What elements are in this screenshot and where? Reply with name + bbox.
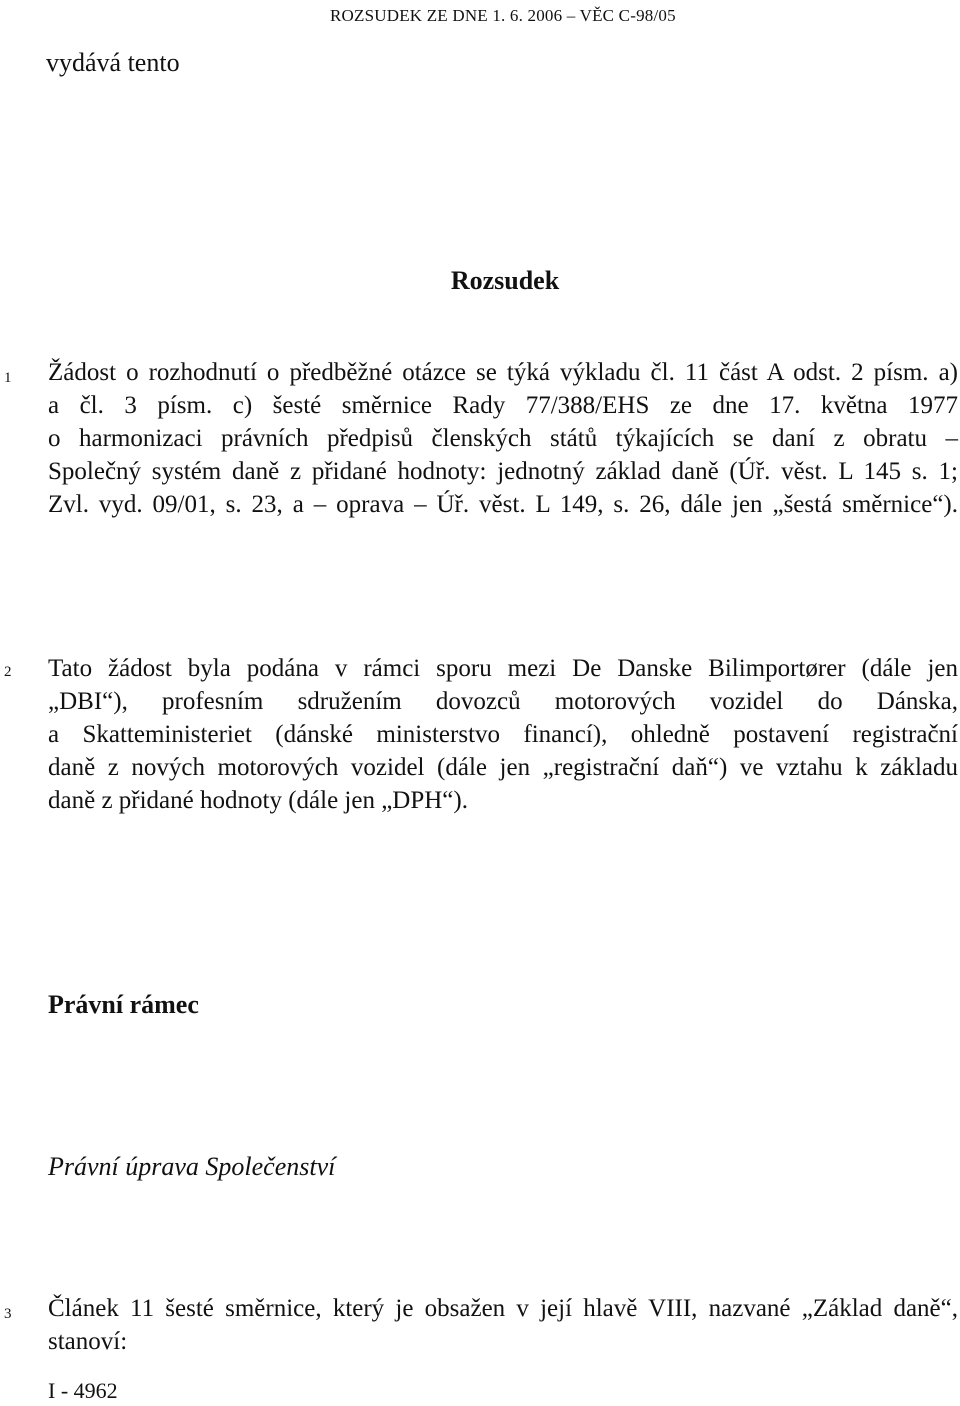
running-header: ROZSUDEK ZE DNE 1. 6. 2006 – VĚC C-98/05	[330, 6, 676, 25]
paragraph-3	[48, 1292, 958, 1358]
intro-text: vydává tento	[46, 48, 180, 77]
subsection-heading: Právní úprava Společenství	[48, 1152, 336, 1181]
document-title: Rozsudek	[450, 266, 560, 295]
paragraph-line: daně z nových motorových vozidel (dále jen „registrační daň“) ve vztahu k základu	[48, 754, 958, 781]
paragraph-number-1: 1	[4, 370, 12, 386]
page-number: I - 4962	[48, 1378, 118, 1403]
paragraph-1	[48, 356, 958, 521]
paragraph-line: Společný systém daně z přidané hodnoty: jednotný základ daně (Úř. věst. L 145 s. 1;	[48, 458, 958, 485]
paragraph-line: „DBI“), profesním sdružením dovozců motorových vozidel do Dánska,	[48, 688, 958, 715]
paragraph-line: Článek 11 šesté směrnice, který je obsažen v její hlavě VIII, nazvané „Základ daně“,	[48, 1295, 958, 1322]
paragraph-line: a Skatteministeriet (dánské ministerstvo financí), ohledně postavení registrační	[48, 721, 958, 748]
paragraph-number-3: 3	[4, 1306, 12, 1322]
paragraph-line: Tato žádost byla podána v rámci sporu mezi De Danske Bilimportører (dále jen	[48, 655, 958, 682]
paragraph-line: a čl. 3 písm. c) šesté směrnice Rady 77/388/EHS ze dne 17. května 1977	[48, 392, 958, 419]
paragraph-line: Zvl. vyd. 09/01, s. 23, a – oprava – Úř. věst. L 149, s. 26, dále jen „šestá směrnice“).	[48, 491, 958, 518]
paragraph-line: daně z přidané hodnoty (dále jen „DPH“).	[48, 787, 468, 814]
paragraph-line: Žádost o rozhodnutí o předběžné otázce se týká výkladu čl. 11 část A odst. 2 písm. a)	[48, 359, 958, 386]
paragraph-line: o harmonizaci právních předpisů členských států týkajících se daní z obratu –	[48, 425, 958, 452]
paragraph-2	[48, 652, 958, 817]
paragraph-number-2: 2	[4, 664, 12, 680]
paragraph-line: stanoví:	[48, 1328, 128, 1355]
section-heading: Právní rámec	[48, 990, 199, 1019]
